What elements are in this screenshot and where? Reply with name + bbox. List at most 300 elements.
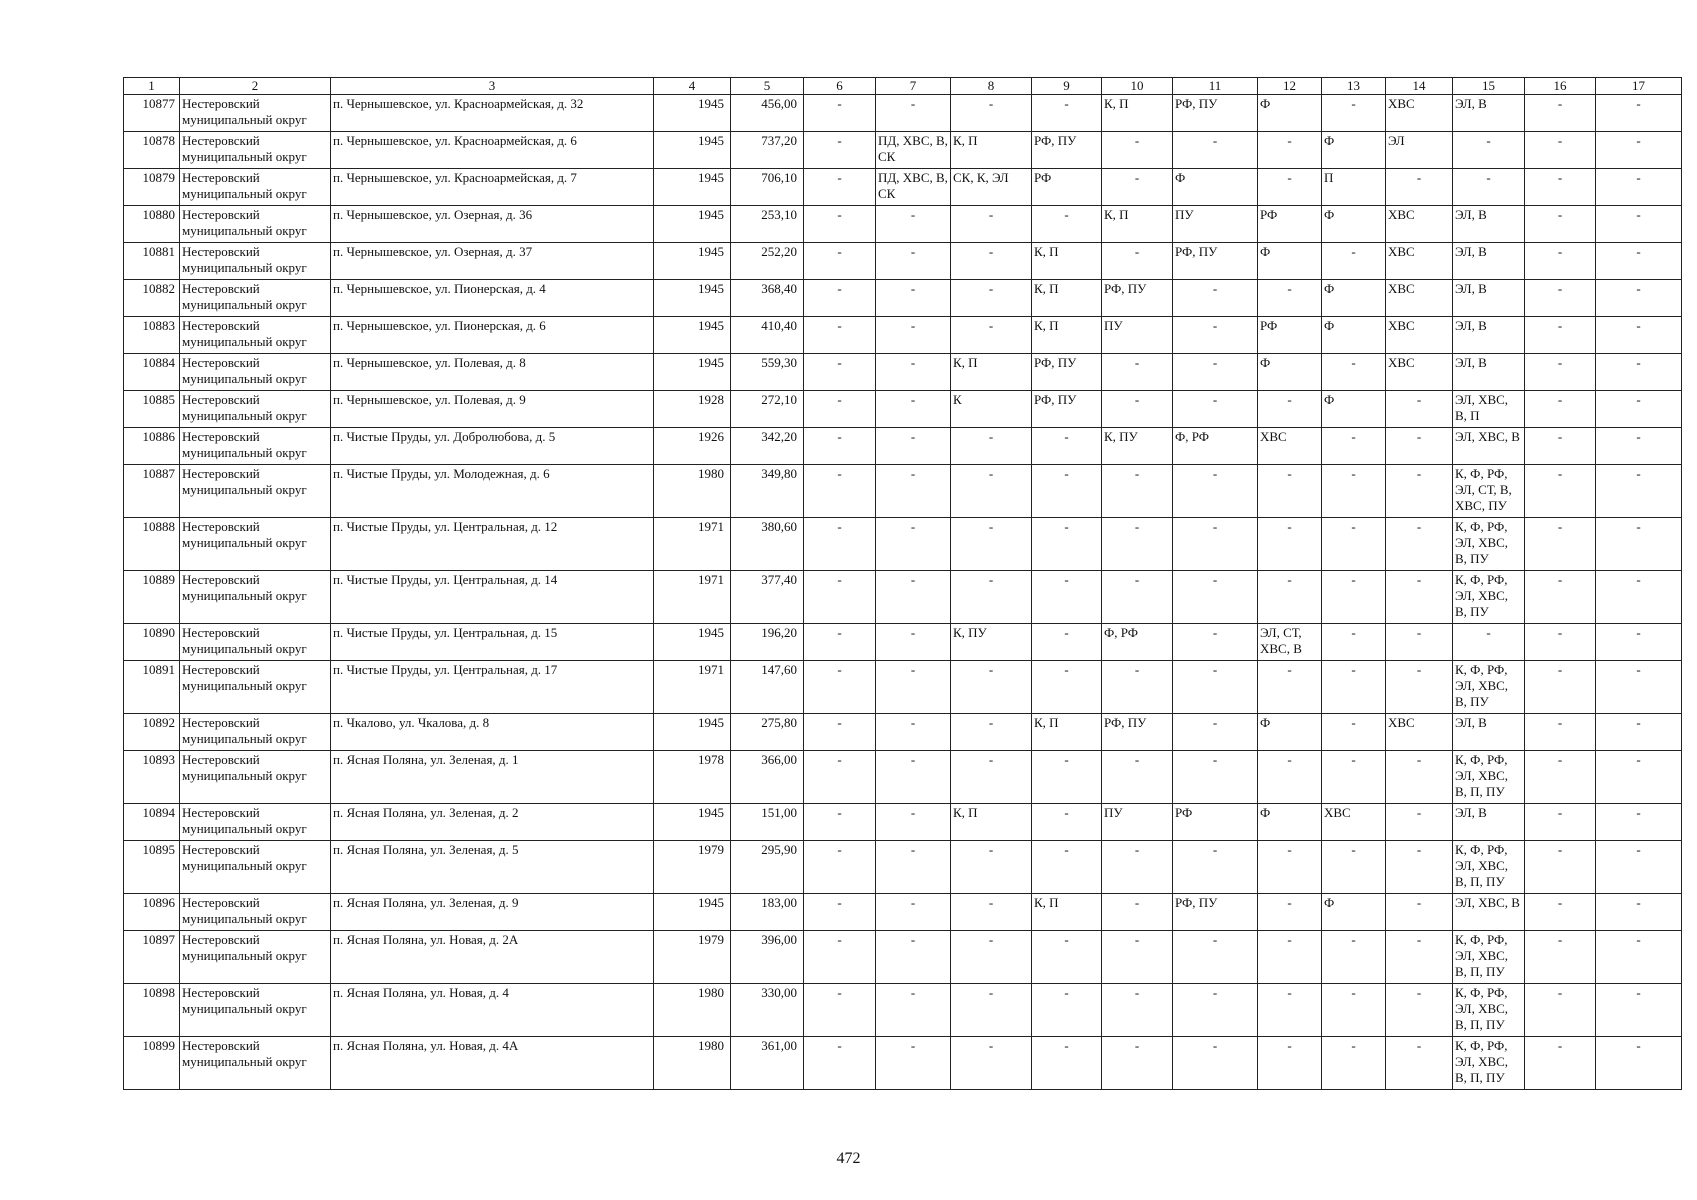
table-cell-col-2: Нестеровский муниципальный округ bbox=[180, 243, 331, 280]
table-cell-col-6: - bbox=[804, 280, 876, 317]
table-cell-col-15: ЭЛ, В bbox=[1453, 317, 1525, 354]
table-cell-col-17: - bbox=[1596, 243, 1682, 280]
table-cell-col-9: - bbox=[1032, 1037, 1102, 1090]
table-cell-col-6: - bbox=[804, 894, 876, 931]
table-cell-col-3: п. Чернышевское, ул. Озерная, д. 37 bbox=[331, 243, 654, 280]
table-cell-col-11: - bbox=[1173, 984, 1258, 1037]
table-cell-col-9: - bbox=[1032, 804, 1102, 841]
table-cell-col-17: - bbox=[1596, 1037, 1682, 1090]
table-cell-col-17: - bbox=[1596, 280, 1682, 317]
table-cell-col-10: - bbox=[1102, 465, 1173, 518]
table-cell-col-6: - bbox=[804, 206, 876, 243]
table-cell-col-7: - bbox=[876, 894, 951, 931]
table-cell-col-7: - bbox=[876, 661, 951, 714]
table-cell-col-1: 10898 bbox=[124, 984, 180, 1037]
table-cell-col-17: - bbox=[1596, 894, 1682, 931]
table-cell-col-14: - bbox=[1386, 931, 1453, 984]
table-body bbox=[124, 95, 1682, 1090]
table-cell-col-16: - bbox=[1525, 169, 1596, 206]
housing-register-table bbox=[123, 77, 1682, 1090]
column-number-13: 13 bbox=[1322, 78, 1386, 95]
table-cell-col-7: - bbox=[876, 95, 951, 132]
table-cell-col-3: п. Чистые Пруды, ул. Молодежная, д. 6 bbox=[331, 465, 654, 518]
table-cell-col-10: - bbox=[1102, 132, 1173, 169]
table-cell-col-9: РФ, ПУ bbox=[1032, 391, 1102, 428]
table-cell-col-2: Нестеровский муниципальный округ bbox=[180, 280, 331, 317]
table-cell-col-9: - bbox=[1032, 428, 1102, 465]
table-cell-col-8: - bbox=[951, 428, 1032, 465]
table-cell-col-11: - bbox=[1173, 465, 1258, 518]
table-cell-col-3: п. Ясная Поляна, ул. Зеленая, д. 9 bbox=[331, 894, 654, 931]
table-cell-col-4: 1928 bbox=[654, 391, 731, 428]
table-cell-col-13: Ф bbox=[1322, 894, 1386, 931]
table-cell-col-3: п. Ясная Поляна, ул. Зеленая, д. 2 bbox=[331, 804, 654, 841]
table-cell-col-1: 10896 bbox=[124, 894, 180, 931]
table-cell-col-2: Нестеровский муниципальный округ bbox=[180, 206, 331, 243]
table-cell-col-3: п. Ясная Поляна, ул. Зеленая, д. 5 bbox=[331, 841, 654, 894]
table-row bbox=[124, 95, 1682, 132]
table-row bbox=[124, 894, 1682, 931]
table-cell-col-12: Ф bbox=[1258, 95, 1322, 132]
table-cell-col-17: - bbox=[1596, 391, 1682, 428]
table-row bbox=[124, 1037, 1682, 1090]
table-cell-col-15: ЭЛ, В bbox=[1453, 280, 1525, 317]
table-cell-col-5: 396,00 bbox=[731, 931, 804, 984]
table-cell-col-13: Ф bbox=[1322, 391, 1386, 428]
table-cell-col-6: - bbox=[804, 317, 876, 354]
table-cell-col-11: - bbox=[1173, 518, 1258, 571]
table-cell-col-8: К, П bbox=[951, 132, 1032, 169]
table-cell-col-15: - bbox=[1453, 132, 1525, 169]
table-cell-col-6: - bbox=[804, 465, 876, 518]
table-cell-col-11: - bbox=[1173, 280, 1258, 317]
table-cell-col-3: п. Ясная Поляна, ул. Новая, д. 4А bbox=[331, 1037, 654, 1090]
table-cell-col-8: - bbox=[951, 317, 1032, 354]
table-cell-col-15: ЭЛ, ХВС, В bbox=[1453, 894, 1525, 931]
table-cell-col-6: - bbox=[804, 984, 876, 1037]
table-cell-col-4: 1945 bbox=[654, 804, 731, 841]
table-cell-col-7: - bbox=[876, 354, 951, 391]
table-cell-col-8: К, П bbox=[951, 354, 1032, 391]
table-cell-col-13: - bbox=[1322, 714, 1386, 751]
table-cell-col-1: 10882 bbox=[124, 280, 180, 317]
table-cell-col-13: ХВС bbox=[1322, 804, 1386, 841]
table-cell-col-10: ПУ bbox=[1102, 317, 1173, 354]
table-cell-col-11: - bbox=[1173, 571, 1258, 624]
table-cell-col-6: - bbox=[804, 841, 876, 894]
table-cell-col-4: 1945 bbox=[654, 132, 731, 169]
table-cell-col-11: - bbox=[1173, 624, 1258, 661]
table-cell-col-9: К, П bbox=[1032, 317, 1102, 354]
table-cell-col-9: РФ, ПУ bbox=[1032, 132, 1102, 169]
table-cell-col-7: - bbox=[876, 317, 951, 354]
table-cell-col-9: К, П bbox=[1032, 714, 1102, 751]
table-cell-col-17: - bbox=[1596, 169, 1682, 206]
table-cell-col-12: ЭЛ, СТ, ХВС, В bbox=[1258, 624, 1322, 661]
table-cell-col-16: - bbox=[1525, 804, 1596, 841]
table-cell-col-8: - bbox=[951, 280, 1032, 317]
table-cell-col-11: - bbox=[1173, 841, 1258, 894]
table-cell-col-6: - bbox=[804, 571, 876, 624]
table-cell-col-13: Ф bbox=[1322, 280, 1386, 317]
table-cell-col-4: 1971 bbox=[654, 571, 731, 624]
table-cell-col-15: ЭЛ, ХВС, В, П bbox=[1453, 391, 1525, 428]
table-cell-col-1: 10877 bbox=[124, 95, 180, 132]
table-cell-col-15: К, Ф, РФ, ЭЛ, ХВС, В, П, ПУ bbox=[1453, 751, 1525, 804]
table-cell-col-11: - bbox=[1173, 661, 1258, 714]
table-cell-col-6: - bbox=[804, 931, 876, 984]
table-cell-col-14: ХВС bbox=[1386, 243, 1453, 280]
table-cell-col-15: ЭЛ, В bbox=[1453, 714, 1525, 751]
table-cell-col-11: - bbox=[1173, 354, 1258, 391]
table-cell-col-10: Ф, РФ bbox=[1102, 624, 1173, 661]
table-cell-col-6: - bbox=[804, 132, 876, 169]
table-cell-col-16: - bbox=[1525, 95, 1596, 132]
table-cell-col-3: п. Ясная Поляна, ул. Новая, д. 2А bbox=[331, 931, 654, 984]
table-cell-col-14: - bbox=[1386, 169, 1453, 206]
table-cell-col-2: Нестеровский муниципальный округ bbox=[180, 931, 331, 984]
table-cell-col-7: - bbox=[876, 518, 951, 571]
table-cell-col-12: ХВС bbox=[1258, 428, 1322, 465]
table-row bbox=[124, 317, 1682, 354]
table-cell-col-9: К, П bbox=[1032, 280, 1102, 317]
table-cell-col-14: ХВС bbox=[1386, 206, 1453, 243]
column-number-15: 15 bbox=[1453, 78, 1525, 95]
table-cell-col-10: К, П bbox=[1102, 206, 1173, 243]
table-cell-col-8: - bbox=[951, 931, 1032, 984]
table-cell-col-13: - bbox=[1322, 984, 1386, 1037]
table-cell-col-2: Нестеровский муниципальный округ bbox=[180, 841, 331, 894]
table-cell-col-8: - bbox=[951, 243, 1032, 280]
table-cell-col-8: - bbox=[951, 1037, 1032, 1090]
table-cell-col-13: - bbox=[1322, 518, 1386, 571]
table-cell-col-6: - bbox=[804, 804, 876, 841]
table-cell-col-7: - bbox=[876, 624, 951, 661]
table-cell-col-2: Нестеровский муниципальный округ bbox=[180, 714, 331, 751]
table-cell-col-3: п. Чкалово, ул. Чкалова, д. 8 bbox=[331, 714, 654, 751]
table-cell-col-11: - bbox=[1173, 751, 1258, 804]
table-cell-col-7: - bbox=[876, 751, 951, 804]
table-cell-col-12: - bbox=[1258, 931, 1322, 984]
table-cell-col-12: Ф bbox=[1258, 714, 1322, 751]
table-cell-col-10: - bbox=[1102, 571, 1173, 624]
table-cell-col-13: - bbox=[1322, 354, 1386, 391]
table-cell-col-4: 1945 bbox=[654, 354, 731, 391]
table-cell-col-9: - bbox=[1032, 931, 1102, 984]
table-cell-col-6: - bbox=[804, 391, 876, 428]
table-cell-col-16: - bbox=[1525, 984, 1596, 1037]
column-number-7: 7 bbox=[876, 78, 951, 95]
table-cell-col-15: ЭЛ, В bbox=[1453, 804, 1525, 841]
table-cell-col-2: Нестеровский муниципальный округ bbox=[180, 354, 331, 391]
table-cell-col-8: - bbox=[951, 984, 1032, 1037]
table-cell-col-1: 10899 bbox=[124, 1037, 180, 1090]
table-cell-col-10: - bbox=[1102, 751, 1173, 804]
table-cell-col-13: Ф bbox=[1322, 317, 1386, 354]
table-cell-col-9: - bbox=[1032, 95, 1102, 132]
table-cell-col-1: 10890 bbox=[124, 624, 180, 661]
table-cell-col-16: - bbox=[1525, 206, 1596, 243]
table-cell-col-11: РФ bbox=[1173, 804, 1258, 841]
table-cell-col-12: Ф bbox=[1258, 243, 1322, 280]
table-cell-col-3: п. Чистые Пруды, ул. Центральная, д. 14 bbox=[331, 571, 654, 624]
table-cell-col-13: - bbox=[1322, 624, 1386, 661]
table-cell-col-12: Ф bbox=[1258, 354, 1322, 391]
table-cell-col-15: К, Ф, РФ, ЭЛ, ХВС, В, П, ПУ bbox=[1453, 931, 1525, 984]
table-cell-col-7: - bbox=[876, 931, 951, 984]
table-header bbox=[124, 78, 1682, 95]
table-cell-col-8: - bbox=[951, 206, 1032, 243]
table-cell-col-7: - bbox=[876, 243, 951, 280]
table-cell-col-13: - bbox=[1322, 751, 1386, 804]
table-cell-col-11: - bbox=[1173, 391, 1258, 428]
table-cell-col-7: - bbox=[876, 206, 951, 243]
table-cell-col-2: Нестеровский муниципальный округ bbox=[180, 624, 331, 661]
table-cell-col-5: 361,00 bbox=[731, 1037, 804, 1090]
table-cell-col-16: - bbox=[1525, 280, 1596, 317]
table-cell-col-16: - bbox=[1525, 624, 1596, 661]
table-cell-col-1: 10891 bbox=[124, 661, 180, 714]
table-cell-col-6: - bbox=[804, 1037, 876, 1090]
table-cell-col-8: - bbox=[951, 571, 1032, 624]
table-cell-col-1: 10884 bbox=[124, 354, 180, 391]
table-cell-col-6: - bbox=[804, 243, 876, 280]
table-cell-col-9: К, П bbox=[1032, 243, 1102, 280]
table-cell-col-17: - bbox=[1596, 714, 1682, 751]
table-cell-col-13: - bbox=[1322, 1037, 1386, 1090]
table-cell-col-9: - bbox=[1032, 661, 1102, 714]
table-cell-col-13: - bbox=[1322, 571, 1386, 624]
table-cell-col-14: - bbox=[1386, 984, 1453, 1037]
table-cell-col-15: К, Ф, РФ, ЭЛ, ХВС, В, П, ПУ bbox=[1453, 984, 1525, 1037]
table-cell-col-5: 183,00 bbox=[731, 894, 804, 931]
table-cell-col-10: - bbox=[1102, 661, 1173, 714]
table-cell-col-5: 252,20 bbox=[731, 243, 804, 280]
table-cell-col-14: - bbox=[1386, 661, 1453, 714]
table-cell-col-5: 377,40 bbox=[731, 571, 804, 624]
table-cell-col-17: - bbox=[1596, 804, 1682, 841]
table-cell-col-1: 10887 bbox=[124, 465, 180, 518]
table-cell-col-15: К, Ф, РФ, ЭЛ, ХВС, В, ПУ bbox=[1453, 661, 1525, 714]
table-cell-col-14: - bbox=[1386, 624, 1453, 661]
table-cell-col-12: - bbox=[1258, 465, 1322, 518]
table-cell-col-1: 10892 bbox=[124, 714, 180, 751]
table-cell-col-12: - bbox=[1258, 751, 1322, 804]
table-cell-col-5: 147,60 bbox=[731, 661, 804, 714]
table-cell-col-2: Нестеровский муниципальный округ bbox=[180, 804, 331, 841]
table-cell-col-4: 1945 bbox=[654, 894, 731, 931]
table-cell-col-15: К, Ф, РФ, ЭЛ, ХВС, В, П, ПУ bbox=[1453, 1037, 1525, 1090]
table-cell-col-1: 10883 bbox=[124, 317, 180, 354]
table-cell-col-14: - bbox=[1386, 841, 1453, 894]
table-cell-col-4: 1926 bbox=[654, 428, 731, 465]
table-cell-col-9: - bbox=[1032, 984, 1102, 1037]
table-cell-col-17: - bbox=[1596, 571, 1682, 624]
column-number-17: 17 bbox=[1596, 78, 1682, 95]
table-row bbox=[124, 280, 1682, 317]
table-cell-col-6: - bbox=[804, 624, 876, 661]
table-cell-col-9: - bbox=[1032, 206, 1102, 243]
table-row bbox=[124, 428, 1682, 465]
table-cell-col-9: - bbox=[1032, 571, 1102, 624]
table-cell-col-7: - bbox=[876, 1037, 951, 1090]
table-cell-col-14: - bbox=[1386, 751, 1453, 804]
table-cell-col-10: - bbox=[1102, 391, 1173, 428]
table-cell-col-6: - bbox=[804, 661, 876, 714]
table-cell-col-9: РФ bbox=[1032, 169, 1102, 206]
table-cell-col-1: 10880 bbox=[124, 206, 180, 243]
table-cell-col-2: Нестеровский муниципальный округ bbox=[180, 751, 331, 804]
table-cell-col-3: п. Чернышевское, ул. Пионерская, д. 6 bbox=[331, 317, 654, 354]
table-cell-col-2: Нестеровский муниципальный округ bbox=[180, 169, 331, 206]
table-cell-col-4: 1979 bbox=[654, 841, 731, 894]
table-cell-col-15: ЭЛ, В bbox=[1453, 206, 1525, 243]
table-cell-col-14: - bbox=[1386, 428, 1453, 465]
table-row bbox=[124, 931, 1682, 984]
table-cell-col-5: 380,60 bbox=[731, 518, 804, 571]
table-cell-col-8: - bbox=[951, 465, 1032, 518]
table-cell-col-17: - bbox=[1596, 661, 1682, 714]
table-cell-col-13: - bbox=[1322, 95, 1386, 132]
table-cell-col-12: - bbox=[1258, 894, 1322, 931]
table-cell-col-5: 253,10 bbox=[731, 206, 804, 243]
table-cell-col-8: К bbox=[951, 391, 1032, 428]
table-cell-col-17: - bbox=[1596, 354, 1682, 391]
table-cell-col-16: - bbox=[1525, 751, 1596, 804]
table-cell-col-11: РФ, ПУ bbox=[1173, 95, 1258, 132]
table-cell-col-16: - bbox=[1525, 571, 1596, 624]
table-cell-col-16: - bbox=[1525, 518, 1596, 571]
table-cell-col-5: 559,30 bbox=[731, 354, 804, 391]
table-cell-col-13: Ф bbox=[1322, 206, 1386, 243]
table-cell-col-1: 10885 bbox=[124, 391, 180, 428]
table-cell-col-14: ХВС bbox=[1386, 95, 1453, 132]
table-cell-col-12: - bbox=[1258, 571, 1322, 624]
table-cell-col-15: - bbox=[1453, 624, 1525, 661]
table-cell-col-17: - bbox=[1596, 931, 1682, 984]
column-number-6: 6 bbox=[804, 78, 876, 95]
table-cell-col-12: - bbox=[1258, 661, 1322, 714]
table-cell-col-1: 10895 bbox=[124, 841, 180, 894]
table-cell-col-4: 1978 bbox=[654, 751, 731, 804]
table-cell-col-13: - bbox=[1322, 428, 1386, 465]
table-cell-col-9: - bbox=[1032, 751, 1102, 804]
table-cell-col-14: ХВС bbox=[1386, 714, 1453, 751]
table-cell-col-5: 706,10 bbox=[731, 169, 804, 206]
table-row bbox=[124, 518, 1682, 571]
table-cell-col-12: - bbox=[1258, 132, 1322, 169]
table-cell-col-16: - bbox=[1525, 243, 1596, 280]
table-cell-col-6: - bbox=[804, 751, 876, 804]
table-cell-col-10: РФ, ПУ bbox=[1102, 280, 1173, 317]
table-cell-col-2: Нестеровский муниципальный округ bbox=[180, 465, 331, 518]
table-cell-col-6: - bbox=[804, 428, 876, 465]
table-cell-col-10: - bbox=[1102, 984, 1173, 1037]
table-cell-col-10: РФ, ПУ bbox=[1102, 714, 1173, 751]
table-cell-col-4: 1945 bbox=[654, 243, 731, 280]
table-cell-col-10: - bbox=[1102, 243, 1173, 280]
table-cell-col-8: - bbox=[951, 661, 1032, 714]
table-cell-col-10: - bbox=[1102, 931, 1173, 984]
table-cell-col-3: п. Чернышевское, ул. Полевая, д. 9 bbox=[331, 391, 654, 428]
table-cell-col-5: 368,40 bbox=[731, 280, 804, 317]
table-row bbox=[124, 169, 1682, 206]
table-cell-col-14: ЭЛ bbox=[1386, 132, 1453, 169]
table-cell-col-12: - bbox=[1258, 169, 1322, 206]
column-number-2: 2 bbox=[180, 78, 331, 95]
table-cell-col-3: п. Чернышевское, ул. Красноармейская, д. 6 bbox=[331, 132, 654, 169]
table-row bbox=[124, 841, 1682, 894]
table-cell-col-16: - bbox=[1525, 317, 1596, 354]
table-cell-col-3: п. Чернышевское, ул. Пионерская, д. 4 bbox=[331, 280, 654, 317]
table-cell-col-12: - bbox=[1258, 391, 1322, 428]
table-cell-col-17: - bbox=[1596, 751, 1682, 804]
table-cell-col-4: 1980 bbox=[654, 1037, 731, 1090]
table-cell-col-16: - bbox=[1525, 132, 1596, 169]
table-cell-col-8: - bbox=[951, 714, 1032, 751]
column-number-16: 16 bbox=[1525, 78, 1596, 95]
table-cell-col-5: 151,00 bbox=[731, 804, 804, 841]
table-row bbox=[124, 132, 1682, 169]
column-number-12: 12 bbox=[1258, 78, 1322, 95]
table-cell-col-2: Нестеровский муниципальный округ bbox=[180, 518, 331, 571]
table-cell-col-11: Ф, РФ bbox=[1173, 428, 1258, 465]
table-cell-col-2: Нестеровский муниципальный округ bbox=[180, 1037, 331, 1090]
table-cell-col-5: 275,80 bbox=[731, 714, 804, 751]
table-cell-col-4: 1979 bbox=[654, 931, 731, 984]
table-cell-col-5: 196,20 bbox=[731, 624, 804, 661]
table-cell-col-16: - bbox=[1525, 354, 1596, 391]
table-cell-col-5: 737,20 bbox=[731, 132, 804, 169]
table-cell-col-17: - bbox=[1596, 132, 1682, 169]
table-cell-col-16: - bbox=[1525, 1037, 1596, 1090]
table-cell-col-1: 10886 bbox=[124, 428, 180, 465]
table-cell-col-9: РФ, ПУ bbox=[1032, 354, 1102, 391]
table-cell-col-4: 1980 bbox=[654, 465, 731, 518]
table-cell-col-4: 1945 bbox=[654, 169, 731, 206]
table-cell-col-7: - bbox=[876, 571, 951, 624]
column-number-8: 8 bbox=[951, 78, 1032, 95]
table-cell-col-7: - bbox=[876, 428, 951, 465]
table-cell-col-6: - bbox=[804, 518, 876, 571]
table-cell-col-13: П bbox=[1322, 169, 1386, 206]
table-cell-col-7: - bbox=[876, 984, 951, 1037]
table-cell-col-13: - bbox=[1322, 661, 1386, 714]
table-cell-col-11: РФ, ПУ bbox=[1173, 894, 1258, 931]
table-cell-col-7: - bbox=[876, 280, 951, 317]
table-cell-col-8: СК, К, ЭЛ bbox=[951, 169, 1032, 206]
table-cell-col-2: Нестеровский муниципальный округ bbox=[180, 391, 331, 428]
table-cell-col-14: - bbox=[1386, 804, 1453, 841]
table-cell-col-6: - bbox=[804, 95, 876, 132]
table-cell-col-2: Нестеровский муниципальный округ bbox=[180, 132, 331, 169]
table-cell-col-6: - bbox=[804, 169, 876, 206]
register-table-wrapper bbox=[123, 77, 1681, 1090]
table-cell-col-14: - bbox=[1386, 1037, 1453, 1090]
table-cell-col-2: Нестеровский муниципальный округ bbox=[180, 95, 331, 132]
table-cell-col-4: 1945 bbox=[654, 95, 731, 132]
table-cell-col-1: 10897 bbox=[124, 931, 180, 984]
table-row bbox=[124, 391, 1682, 428]
table-cell-col-9: - bbox=[1032, 624, 1102, 661]
table-cell-col-7: - bbox=[876, 714, 951, 751]
table-row bbox=[124, 354, 1682, 391]
table-cell-col-14: ХВС bbox=[1386, 354, 1453, 391]
table-cell-col-9: - bbox=[1032, 518, 1102, 571]
table-cell-col-8: - bbox=[951, 751, 1032, 804]
table-cell-col-5: 330,00 bbox=[731, 984, 804, 1037]
table-cell-col-4: 1971 bbox=[654, 518, 731, 571]
